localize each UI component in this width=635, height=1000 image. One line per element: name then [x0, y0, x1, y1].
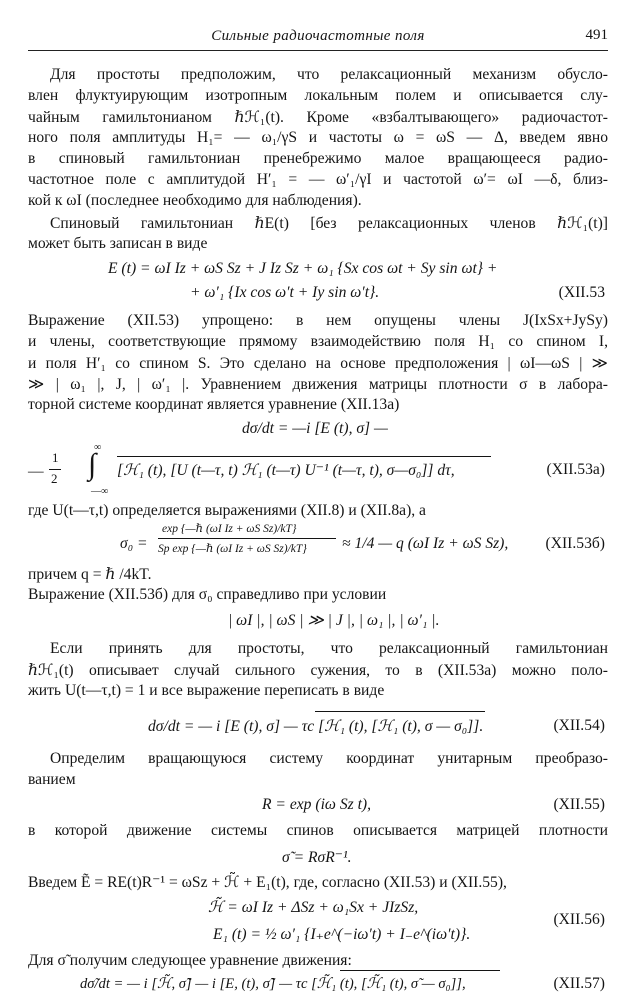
text-line: Определим вращающуюся систему координат унитарным преобразо- — [50, 750, 608, 767]
running-header — [28, 22, 608, 51]
text-line: ного поля амплитуды H₁= — ω₁/γS и частоты ω = ωS — Δ, введем явно — [28, 129, 608, 146]
text-line: жить U(t—τ,t) = 1 и все выражение переписать в виде — [28, 682, 385, 699]
text-line: причем q = ℏ /4kT. — [28, 566, 152, 583]
sigma0-lhs: σ₀ = — [120, 535, 148, 552]
text-line: ванием — [28, 771, 76, 788]
bracket-overline — [117, 456, 491, 457]
fraction-denominator: 2 — [51, 471, 58, 486]
text-line: может быть записан в виде — [28, 235, 208, 252]
text-line: Выражение (XII.53б) для σ₀ справедливо при условии — [28, 586, 387, 603]
text-line: Выражение (XII.53) упрощено: в нем опущены члены J(IxSx+JySy) — [28, 312, 608, 329]
minus-sign: — — [28, 463, 44, 480]
equation-xii-56-line1: ℋ̃ = ωI Iz + ΔSz + ω₁Sx + JIzSz, — [208, 899, 419, 916]
integral-upper-limit: ∞ — [94, 442, 102, 453]
text-line: Для простоты предположим, что релаксационный механизм обусло- — [50, 66, 608, 83]
equation-number: (XII.57) — [553, 975, 605, 992]
equation-number: (XII.53б) — [545, 535, 605, 552]
fraction-denominator: Sp exp {—ℏ (ωI Iz + ωS Sz)/kT} — [158, 543, 307, 555]
equation-xii-57: dσ̃/dt = — i [ℋ̃, σ̃] — i [E, (t), σ̃] — τc [ℋ̃₁ (t), [ℋ̃₁ (t), σ̃ — σ₀]], — [80, 976, 466, 992]
equation-number: (XII.54) — [553, 717, 605, 734]
equation-number: (XII.55) — [553, 796, 605, 813]
equation-xii-53a-line1: dσ/dt = —i [E (t), σ] — — [242, 420, 388, 437]
text-line: Спиновый гамильтониан ℏE(t) [без релаксационных членов ℏℋ₁(t)] — [50, 215, 608, 232]
text-line: Если принять для простоты, что релаксационный гамильтониан — [50, 640, 608, 657]
text-line: и поля H′₁ со спином S. Это сделано на основе предположения | ωI—ωS | ≫ — [28, 355, 608, 372]
equation-xii-53a-line2: [ℋ₁ (t), [U (t—τ, t) ℋ₁ (t—τ) U⁻¹ (t—τ, t), σ—σ₀]] dτ, — [117, 462, 455, 479]
bracket-overline — [340, 970, 500, 971]
page-number: 491 — [585, 27, 608, 43]
text-line: Введем Ẽ = RE(t)R⁻¹ = ωSz + ℋ̃ + E₁(t), где, согласно (XII.53) и (XII.55), — [28, 874, 507, 891]
text-line: чайным гамильтонианом ℏℋ₁(t). Кроме «взбалтывающего» радиочастот- — [28, 109, 608, 126]
equation-xii-53-line2: + ω′₁ {Ix cos ω′t + Iy sin ω′t}. — [190, 284, 380, 301]
equation-number: (XII.53 — [558, 284, 605, 301]
text-line: ≫ | ω₁ |, J, | ω′₁ |. Уравнением движения матрицы плотности σ в лабора- — [28, 376, 608, 393]
text-line: частотное поле с амплитудой H′₁ = — ω′₁/γI и частотой ω′= ωI —δ, близ- — [28, 171, 608, 188]
bracket-overline — [315, 711, 485, 712]
fraction-numerator: 1 — [52, 450, 59, 465]
fraction-bar — [158, 538, 336, 539]
sigma0-rhs: ≈ 1/4 — q (ωI Iz + ωS Sz), — [342, 535, 509, 552]
text-line: влен флуктуирующим изотропным локальным полем и описывается слу- — [28, 87, 608, 104]
text-line: торной системе координат является уравнение (XII.13а) — [28, 396, 400, 413]
equation-number: (XII.56) — [553, 911, 605, 928]
text-line: в спиновый гамильтониан пренебрежимо малое вращающееся радио- — [28, 150, 608, 167]
text-line: Для σ̃ получим следующее уравнение движения: — [28, 952, 352, 969]
text-line: ℏℋ₁(t) описывает случай сильного сужения, то в (XII.53а) можно поло- — [28, 662, 608, 679]
equation-xii-55: R = exp (iω Sz t), — [262, 796, 372, 813]
text-line: и члены, соответствующие прямому взаимодействию поля H₁ со спином I, — [28, 333, 608, 350]
equation-rotated-density: σ̃ = RσR⁻¹. — [282, 849, 352, 866]
equation-xii-53-line1: E (t) = ωI Iz + ωS Sz + J Iz Sz + ω₁ {Sx cos ωt + Sy sin ωt} + — [108, 260, 498, 277]
text-line: в которой движение системы спинов описывается матрицей плотности — [28, 822, 608, 839]
equation-number: (XII.53а) — [546, 461, 605, 478]
running-title: Сильные радиочастотные поля — [211, 28, 425, 44]
fraction-numerator: exp {—ℏ (ωI Iz + ωS Sz)/kT} — [162, 523, 297, 535]
fraction-bar — [49, 469, 61, 470]
text-line: где U(t—τ,t) определяется выражениями (XII.8) и (XII.8а), а — [28, 502, 426, 519]
integral-lower-limit: —∞ — [91, 486, 109, 497]
integral-sign: ∫ — [88, 448, 97, 481]
equation-xii-54: dσ/dt = — i [E (t), σ] — τc [ℋ₁ (t), [ℋ₁ (t), σ — σ₀]]. — [148, 718, 484, 735]
text-line: кой к ωI (последнее необходимо для наблюдения). — [28, 192, 362, 209]
equation-condition: | ωI |, | ωS | ≫ | J |, | ω₁ |, | ω′₁ |. — [228, 612, 440, 629]
equation-xii-56-line2: E₁ (t) = ½ ω′₁ {I₊e^(−iω′t) + I₋e^(iω′t)}. — [213, 926, 471, 943]
